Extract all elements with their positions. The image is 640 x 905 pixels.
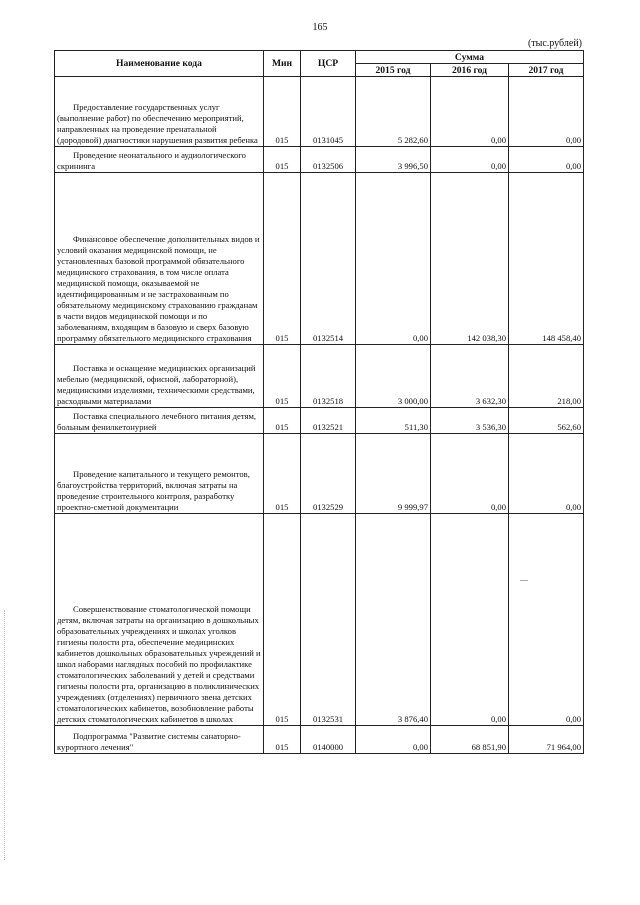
row-csr: 0132529 [301,434,356,514]
row-value-2017: 0,00 [509,434,584,514]
row-value-2017: 562,60 [509,408,584,434]
row-csr: 0131045 [301,77,356,147]
header-year-2015: 2015 год [356,64,431,77]
units-label: (тыс.рублей) [527,38,582,49]
row-csr: 0132531 [301,514,356,726]
row-csr: 0132514 [301,173,356,345]
table-row [55,434,584,514]
row-csr: 0132521 [301,408,356,434]
row-min: 015 [264,726,301,754]
row-value-2017: 0,00 [509,77,584,147]
row-min: 015 [264,77,301,147]
row-name: Предоставление государственных услуг (выполнение работ) по обеспечению мероприятий, направленных на проведение пренатальной (дородовой) диагностики нарушения развития ребенка [55,77,264,147]
row-min: 015 [264,345,301,408]
row-min: 015 [264,514,301,726]
row-value-2016: 3 632,30 [431,345,509,408]
row-value-2015: 3 876,40 [356,514,431,726]
table-row [55,147,584,173]
table-row [55,726,584,754]
row-value-2015: 9 999,97 [356,434,431,514]
table-row [55,514,584,726]
row-csr: 0132518 [301,345,356,408]
row-value-2016: 142 038,30 [431,173,509,345]
row-csr: 0132506 [301,147,356,173]
table-row [55,345,584,408]
table-row [55,173,584,345]
row-value-2015: 3 996,50 [356,147,431,173]
row-value-2016: 68 851,90 [431,726,509,754]
row-min: 015 [264,147,301,173]
header-name: Наименование кода [55,51,264,77]
row-value-2015: 0,00 [356,726,431,754]
row-value-2016: 0,00 [431,434,509,514]
row-value-2015: 5 282,60 [356,77,431,147]
row-value-2015: 511,30 [356,408,431,434]
table-row [55,77,584,147]
row-name: Поставка специального лечебного питания детям, больным фенилкетонурией [55,408,264,434]
row-name: Проведение капитального и текущего ремонтов, благоустройства территорий, включая затраты на проведение строительного контроля, разработку проектно-сметной документации [55,434,264,514]
row-name: Поставка и оснащение медицинских организаций мебелью (медицинской, офисной, лабораторной), медицинскими изделиями, техническими средствами, расходными материалами [55,345,264,408]
page-number: 165 [312,22,328,33]
header-year-2017: 2017 год [509,64,584,77]
row-value-2016: 3 536,30 [431,408,509,434]
row-value-2015: 3 000,00 [356,345,431,408]
row-value-2017: 71 964,00 [509,726,584,754]
row-value-2017: 148 458,40 [509,173,584,345]
row-min: 015 [264,434,301,514]
row-name: Совершенствование стоматологической помощи детям, включая затраты на организацию в дошкольных образовательных учреждениях и школах уголков гигиены полости рта, обеспечение медицинских кабинетов дошкольных образовательных учреждений и школ наборами наглядных пособий по профилактике стоматологических заболеваний у детей и средствами гигиены полости рта, организацию в поликлинических учреждениях (отделениях) первичного звена детских стоматологических кабинетов, возобновление работы детских стоматологических кабинетов в школах [55,514,264,726]
row-name: Подпрограмма "Развитие системы санаторно-курортного лечения" [55,726,264,754]
scan-margin-line [4,610,5,860]
row-value-2016: 0,00 [431,147,509,173]
row-value-2017: 0,00 [509,514,584,726]
row-value-2017: 218,00 [509,345,584,408]
row-value-2017: 0,00 [509,147,584,173]
scan-stray-mark [520,580,528,581]
row-min: 015 [264,173,301,345]
header-csr: ЦСР [301,51,356,77]
header-min: Мин [264,51,301,77]
row-value-2016: 0,00 [431,514,509,726]
row-name: Финансовое обеспечение дополнительных видов и условий оказания медицинской помощи, не установленных базовой программой обязательного медицинского страхования, в том числе оплата медицинской помощи, оказываемой не идентифицированным и не застрахованным по обязательному медицинскому страхованию гражданам в части видов медицинской помощи и по заболеваниям, входящим в базовую и сверх базовую программу обязательного медицинского страхования [55,173,264,345]
header-sum: Сумма [356,51,584,64]
row-min: 015 [264,408,301,434]
budget-table [54,50,584,754]
row-csr: 0140000 [301,726,356,754]
row-value-2015: 0,00 [356,173,431,345]
header-year-2016: 2016 год [431,64,509,77]
row-value-2016: 0,00 [431,77,509,147]
row-name: Проведение неонатального и аудиологического скрининга [55,147,264,173]
table-row [55,408,584,434]
